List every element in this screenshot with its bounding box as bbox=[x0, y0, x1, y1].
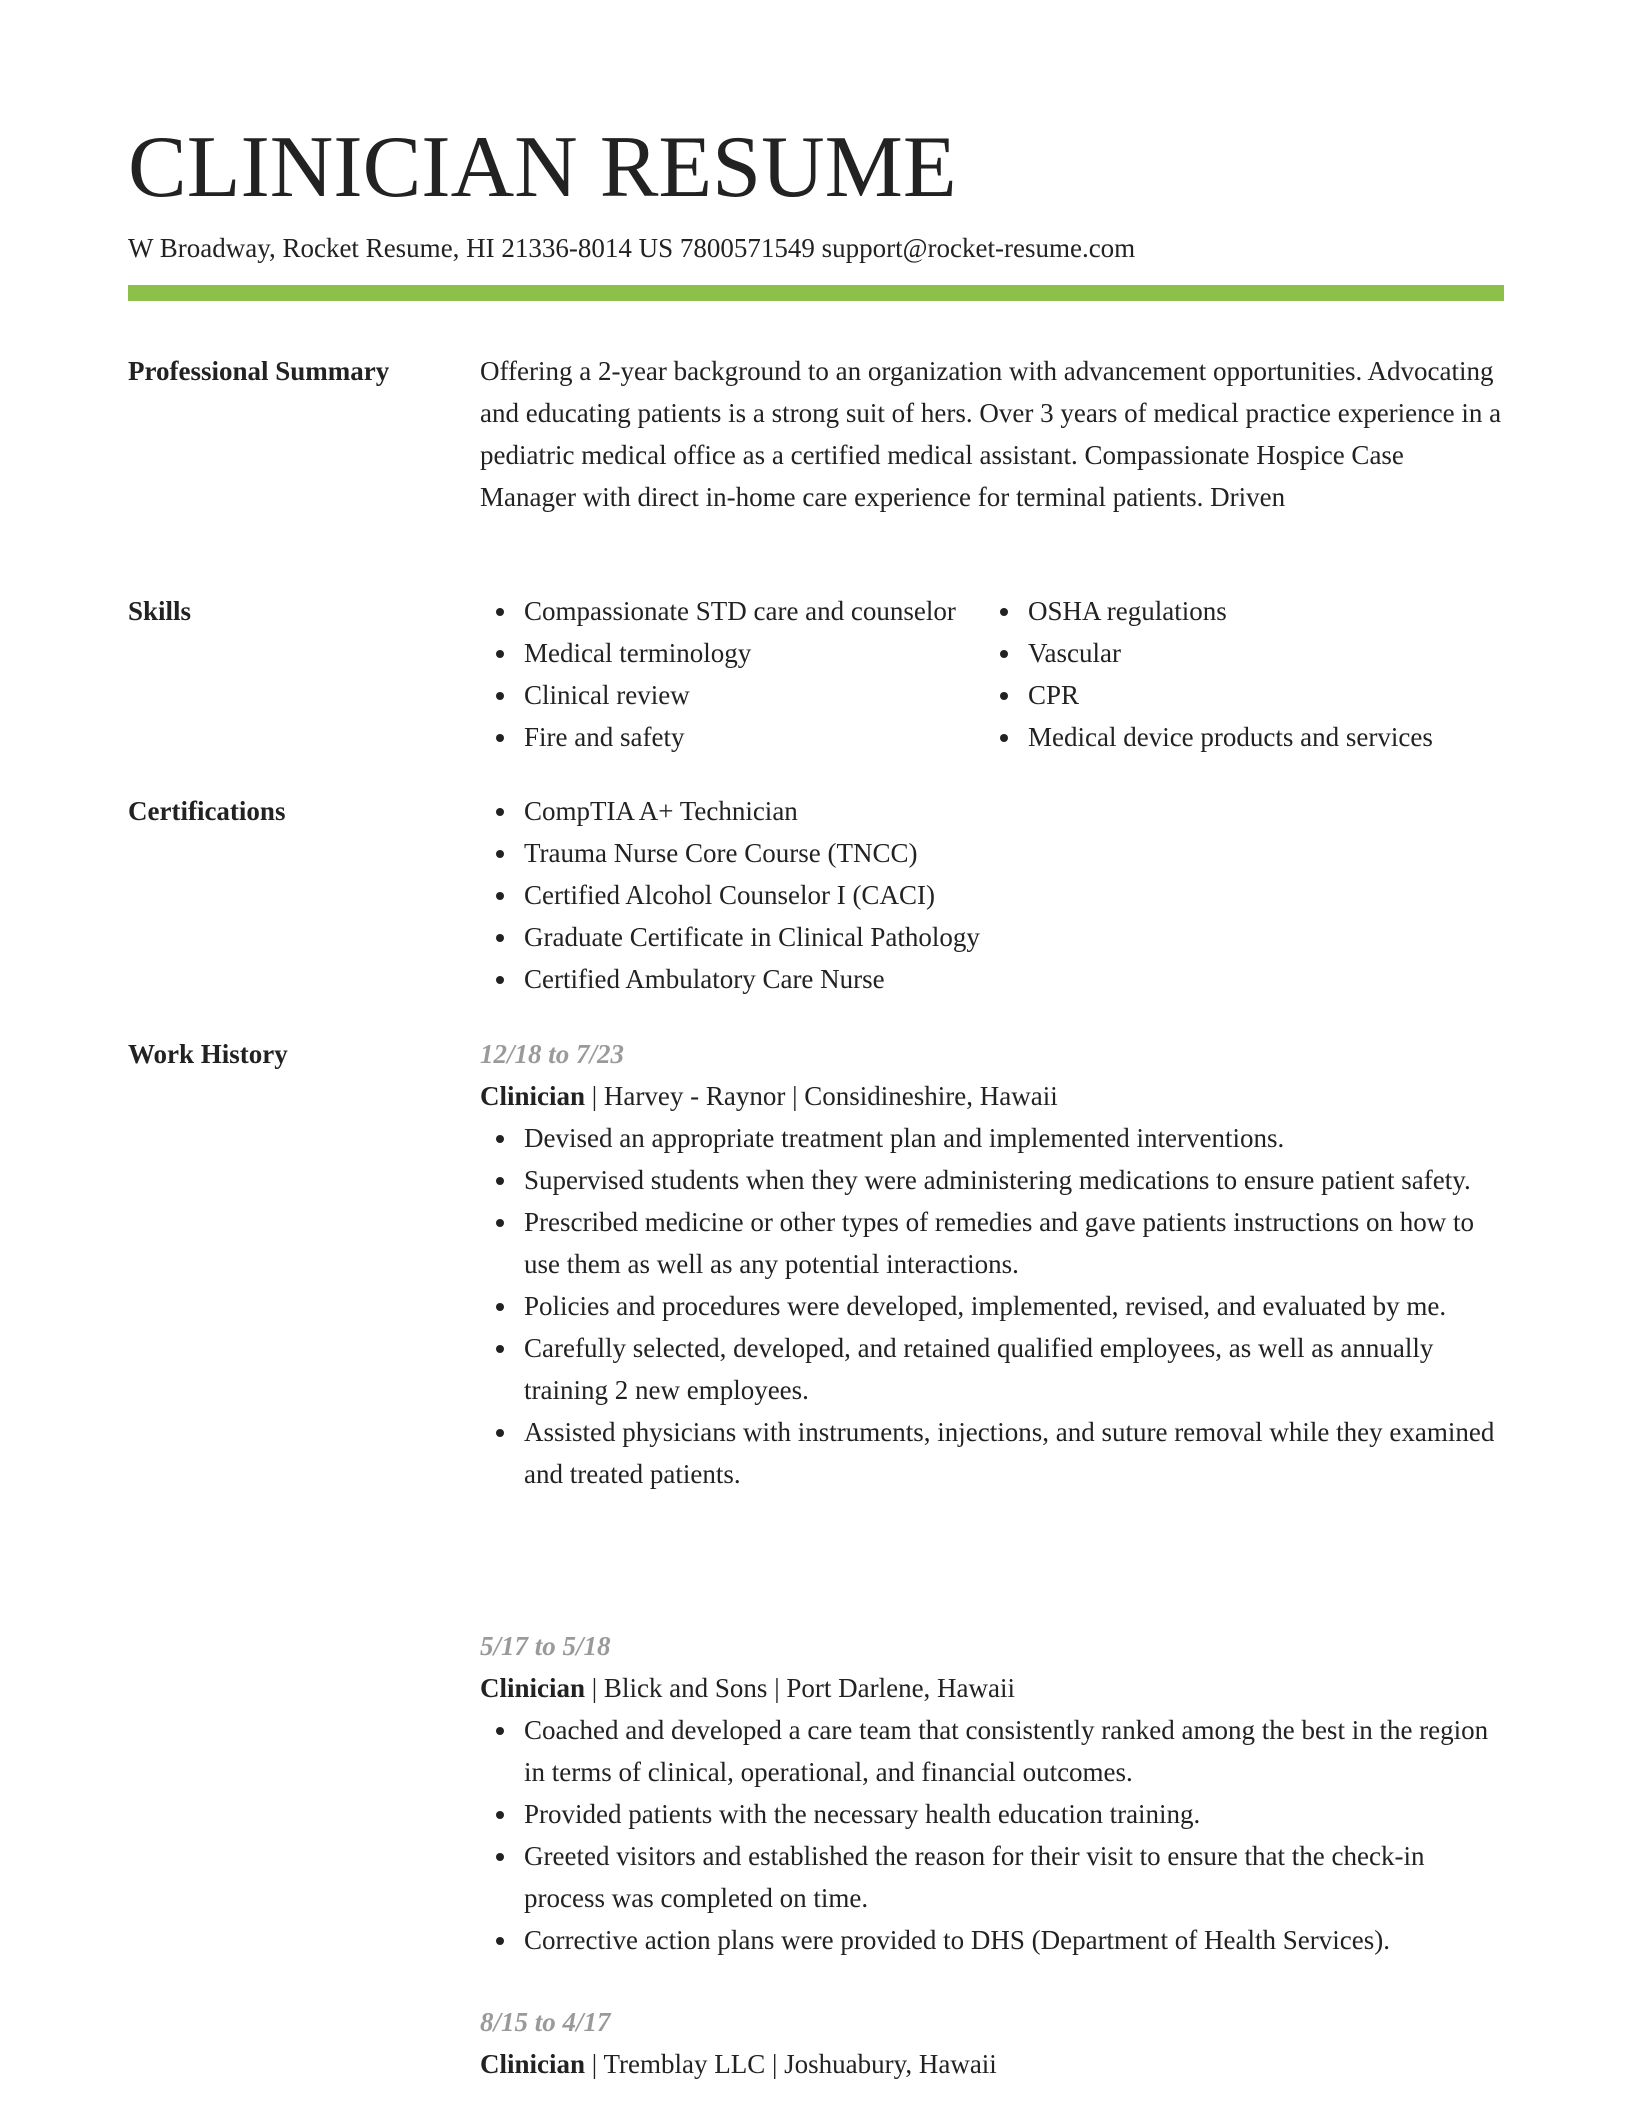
certifications-label: Certifications bbox=[128, 796, 286, 826]
summary-text: Offering a 2-year background to an organization with advancement opportunities. Advocating and educating patients is a strong suit of hers. Over 3 years of medical practice experience in a pediatric medical office as a certified medical assistant. Compassionate Hospice Case Manager with direct in-home care experience for terminal patients. Driven bbox=[480, 356, 1502, 512]
job-duty: Devised an appropriate treatment plan and implemented interventions. bbox=[524, 1117, 1504, 1159]
skill-item: Clinical review bbox=[524, 674, 984, 716]
skill-item: Medical device products and services bbox=[1028, 716, 1504, 758]
job-entry bbox=[480, 1033, 1504, 1495]
job-duty: Coached and developed a care team that consistently ranked among the best in the region in terms of clinical, operational, and financial outcomes. bbox=[524, 1709, 1504, 1793]
job-duty: Greeted visitors and established the reason for their visit to ensure that the check-in process was completed on time. bbox=[524, 1835, 1504, 1919]
skill-item: Vascular bbox=[1028, 632, 1504, 674]
job-employer-location: | Harvey - Raynor | Considineshire, Hawaii bbox=[585, 1081, 1058, 1111]
certification-item: Graduate Certificate in Clinical Pathology bbox=[524, 916, 1504, 958]
skill-item: Fire and safety bbox=[524, 716, 984, 758]
job-duty: Carefully selected, developed, and retained qualified employees, as well as annually training 2 new employees. bbox=[524, 1327, 1504, 1411]
job-duty: Policies and procedures were developed, implemented, revised, and evaluated by me. bbox=[524, 1285, 1504, 1327]
summary-body bbox=[480, 350, 1504, 518]
certification-item: Trauma Nurse Core Course (TNCC) bbox=[524, 832, 1504, 874]
skills-column-right bbox=[984, 590, 1504, 758]
job-dates: 8/15 to 4/17 bbox=[480, 2007, 611, 2037]
skill-item: OSHA regulations bbox=[1028, 590, 1504, 632]
job-duty: Supervised students when they were administering medications to ensure patient safety. bbox=[524, 1159, 1504, 1201]
job-duties-list bbox=[480, 1117, 1504, 1495]
skills-list-right bbox=[984, 590, 1504, 758]
certifications-list bbox=[480, 790, 1504, 1000]
job-role: Clinician bbox=[480, 1673, 586, 1703]
skill-item: Compassionate STD care and counselor bbox=[524, 590, 984, 632]
job-entry bbox=[480, 2001, 1504, 2085]
header-divider bbox=[128, 285, 1504, 301]
resume-title: CLINICIAN RESUME bbox=[128, 119, 957, 216]
summary-label: Professional Summary bbox=[128, 356, 390, 386]
certification-item: Certified Alcohol Counselor I (CACI) bbox=[524, 874, 1504, 916]
job-role: Clinician bbox=[480, 2049, 586, 2079]
skills-list-left bbox=[480, 590, 984, 758]
certification-item: CompTIA A+ Technician bbox=[524, 790, 1504, 832]
job-duty: Provided patients with the necessary health education training. bbox=[524, 1793, 1504, 1835]
work-history-label: Work History bbox=[128, 1039, 288, 1069]
job-duties-list bbox=[480, 1709, 1504, 1961]
job-title-line bbox=[480, 1667, 1504, 1709]
job-duty: Assisted physicians with instruments, injections, and suture removal while they examined and treated patients. bbox=[524, 1411, 1504, 1495]
job-title-line bbox=[480, 2043, 1504, 2085]
job-role: Clinician bbox=[480, 1081, 586, 1111]
job-employer-location: | Blick and Sons | Port Darlene, Hawaii bbox=[585, 1673, 1016, 1703]
certification-item: Certified Ambulatory Care Nurse bbox=[524, 958, 1504, 1000]
skills-column-left bbox=[480, 590, 984, 758]
certifications-body bbox=[480, 790, 1504, 1000]
job-entry bbox=[480, 1625, 1504, 1961]
job-employer-location: | Tremblay LLC | Joshuabury, Hawaii bbox=[585, 2049, 997, 2079]
skills-label: Skills bbox=[128, 596, 192, 626]
job-dates: 5/17 to 5/18 bbox=[480, 1631, 611, 1661]
contact-line: W Broadway, Rocket Resume, HI 21336-8014 US 7800571549 support@rocket-resume.com bbox=[128, 233, 1136, 263]
job-duty: Prescribed medicine or other types of remedies and gave patients instructions on how to use them as well as any potential interactions. bbox=[524, 1201, 1504, 1285]
job-duty: Corrective action plans were provided to DHS (Department of Health Services). bbox=[524, 1919, 1504, 1961]
skill-item: Medical terminology bbox=[524, 632, 984, 674]
skill-item: CPR bbox=[1028, 674, 1504, 716]
job-title-line bbox=[480, 1075, 1504, 1117]
job-dates: 12/18 to 7/23 bbox=[480, 1039, 625, 1069]
